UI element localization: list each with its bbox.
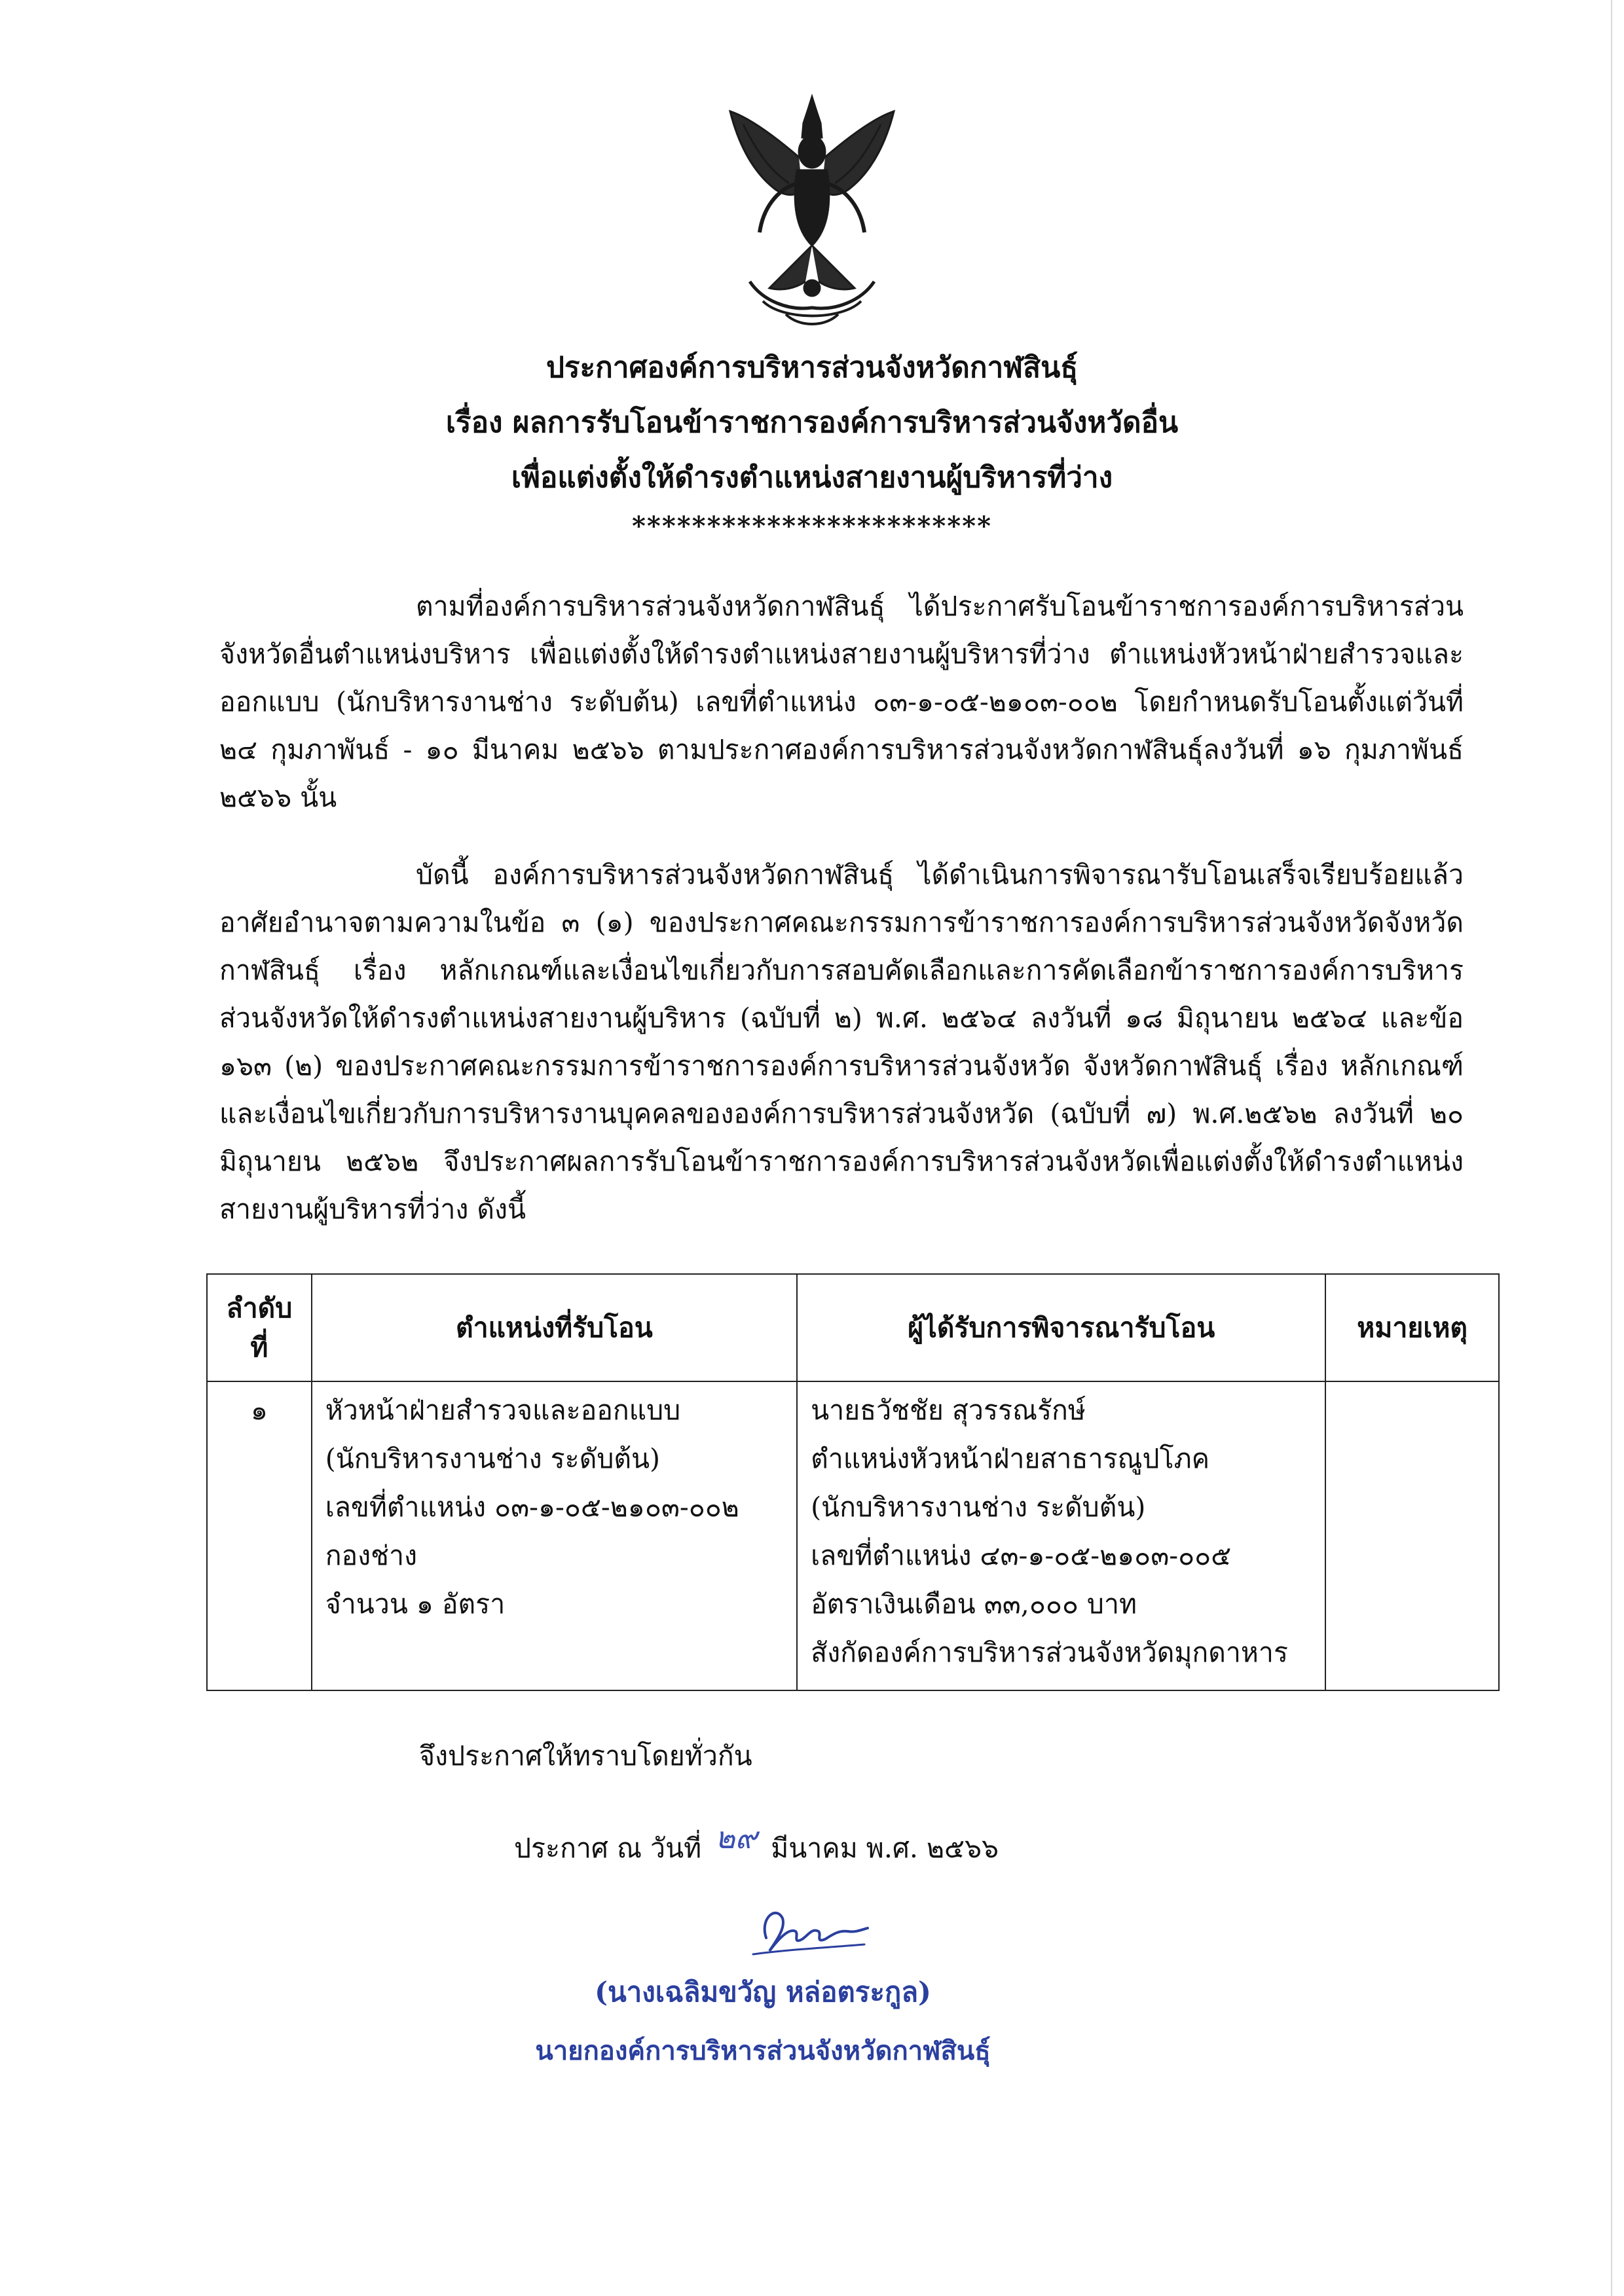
date-day-handwritten: ๒๙	[715, 1820, 758, 1855]
paragraph-background-text: ตามที่องค์การบริหารส่วนจังหวัดกาฬสินธุ์ ได้ประกาศรับโอนข้าราชการองค์การบริหารส่วนจังหวัดอื่นตำแหน่งบริหาร เพื่อแต่งตั้งให้ดำรงตำแหน่งสายงานผู้บริหารที่ว่าง ตำแหน่งหัวหน้าฝ่ายสำรวจและออกแบบ (นักบริหารงานช่าง ระดับต้น) เลขที่ตำแหน่ง ๐๓-๑-๐๕-๒๑๐๓-๐๐๒ โดยกำหนดรับโอนตั้งแต่วันที่ ๒๔ กุมภาพันธ์ - ๑๐ มีนาคม ๒๕๖๖ ตามประกาศองค์การบริหารส่วนจังหวัดกาฬสินธุ์ลงวันที่ ๑๖ กุมภาพันธ์ ๒๕๖๖ นั้น	[219, 591, 1464, 813]
paragraph-decision-text: บัดนี้ องค์การบริหารส่วนจังหวัดกาฬสินธุ์ ได้ดำเนินการพิจารณารับโอนเสร็จเรียบร้อยแล้ว อาศัยอำนาจตามความในข้อ ๓ (๑) ของประกาศคณะกรรมการข้าราชการองค์การบริหารส่วนจังหวัดจังหวัดกาฬสินธุ์ เรื่อง หลักเกณฑ์และเงื่อนไขเกี่ยวกับการสอบคัดเลือกและการคัดเลือกข้าราชการองค์การบริหารส่วนจังหวัดให้ดำรงตำแหน่งสายงานผู้บริหาร (ฉบับที่ ๒) พ.ศ. ๒๕๖๔ ลงวันที่ ๑๘ มิถุนายน ๒๕๖๔ และข้อ ๑๖๓ (๒) ของประกาศคณะกรรมการข้าราชการองค์การบริหารส่วนจังหวัด จังหวัดกาฬสินธุ์ เรื่อง หลักเกณฑ์และเงื่อนไขเกี่ยวกับการบริหารงานบุคคลขององค์การบริหารส่วนจังหวัด (ฉบับที่ ๗) พ.ศ.๒๕๖๒ ลงวันที่ ๒๐ มิถุนายน ๒๕๖๒ จึงประกาศผลการรับโอนข้าราชการองค์การบริหารส่วนจังหวัดเพื่อแต่งตั้งให้ดำรงตำแหน่งสายงานผู้บริหารที่ว่าง ดังนี้	[219, 859, 1464, 1225]
announcement-title	[0, 340, 1624, 505]
title-subject: เรื่อง ผลการรับโอนข้าราชการองค์การบริหารส่วนจังหวัดอื่น	[445, 406, 1179, 439]
table-header-row	[207, 1274, 1499, 1381]
cell-note	[1325, 1381, 1499, 1690]
header-person: ผู้ได้รับการพิจารณารับโอน	[797, 1274, 1325, 1381]
title-issuer: ประกาศองค์การบริหารส่วนจังหวัดกาฬสินธุ์	[545, 351, 1079, 384]
announcement-date	[514, 1820, 999, 1871]
closing-statement: จึงประกาศให้ทราบโดยทั่วกัน	[419, 1740, 752, 1772]
signer-name: (นางเฉลิมขวัญ หล่อตระกูล)	[595, 1976, 931, 2008]
separator-stars: ************************	[631, 511, 993, 541]
header-order: ลำดับ ที่	[207, 1274, 312, 1381]
cell-position: หัวหน้าฝ่ายสำรวจและออกแบบ (นักบริหารงานช่าง ระดับต้น) เลขที่ตำแหน่ง ๐๓-๑-๐๕-๒๑๐๓-๐๐๒ กองช่าง จำนวน ๑ อัตรา	[312, 1381, 797, 1690]
cell-person: นายธวัชชัย สุวรรณรักษ์ ตำแหน่งหัวหน้าฝ่ายสาธารณูปโภค (นักบริหารงานช่าง ระดับต้น) เลขที่ตำแหน่ง ๔๓-๑-๐๕-๒๑๐๓-๐๐๕ อัตราเงินเดือน ๓๓,๐๐๐ บาท สังกัดองค์การบริหารส่วนจังหวัดมุกดาหาร	[797, 1381, 1325, 1690]
header-note: หมายเหตุ	[1325, 1274, 1499, 1381]
table-row	[207, 1381, 1499, 1690]
transfer-result-table	[206, 1273, 1500, 1691]
signer-title: นายกองค์การบริหารส่วนจังหวัดกาฬสินธุ์	[535, 2035, 991, 2066]
garuda-emblem-icon	[724, 92, 900, 334]
paragraph-background	[219, 583, 1464, 822]
header-position: ตำแหน่งที่รับโอน	[312, 1274, 797, 1381]
paragraph-decision	[219, 851, 1464, 1233]
title-purpose: เพื่อแต่งตั้งให้ดำรงตำแหน่งสายงานผู้บริหารที่ว่าง	[511, 461, 1113, 494]
signature-icon	[740, 1892, 871, 1971]
cell-order: ๑	[207, 1381, 312, 1690]
date-prefix: ประกาศ ณ วันที่	[514, 1832, 702, 1864]
date-suffix: มีนาคม พ.ศ. ๒๕๖๖	[771, 1832, 999, 1864]
